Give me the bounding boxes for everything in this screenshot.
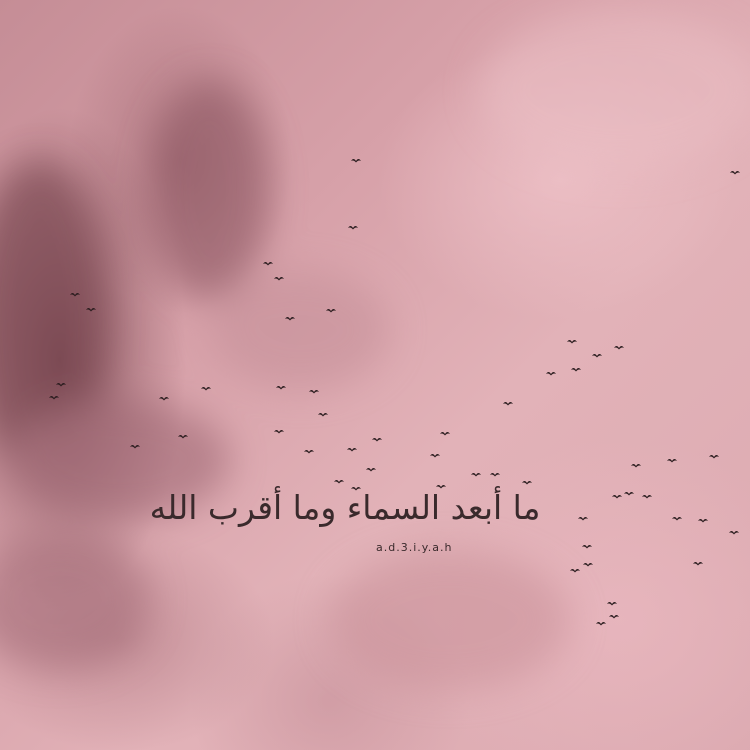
bird-icon xyxy=(351,159,361,163)
bird-icon xyxy=(503,402,513,406)
bird-icon xyxy=(729,531,739,535)
bird-icon xyxy=(263,262,273,266)
bird-icon xyxy=(130,445,140,449)
bird-icon xyxy=(318,413,328,417)
bird-icon xyxy=(612,495,622,499)
bird-icon xyxy=(546,372,556,376)
bird-icon xyxy=(730,171,740,175)
bird-icon xyxy=(304,450,314,454)
bird-icon xyxy=(698,519,708,523)
watermark-handle: a.d.3.i.y.a.h xyxy=(376,541,453,554)
bird-icon xyxy=(471,473,481,477)
bird-icon xyxy=(201,387,211,391)
bird-icon xyxy=(582,545,592,549)
bird-icon xyxy=(570,569,580,573)
bird-icon xyxy=(709,455,719,459)
bird-icon xyxy=(583,563,593,567)
bird-icon xyxy=(49,396,59,400)
bird-icon xyxy=(309,390,319,394)
bird-icon xyxy=(624,492,634,496)
bird-icon xyxy=(274,430,284,434)
bird-icon xyxy=(522,481,532,485)
bird-icon xyxy=(571,368,581,372)
bird-icon xyxy=(614,346,624,350)
bird-icon xyxy=(276,386,286,390)
bird-icon xyxy=(348,226,358,230)
bird-icon xyxy=(56,383,66,387)
bird-icon xyxy=(70,293,80,297)
bird-icon xyxy=(347,448,357,452)
arabic-quote: ما أبعد السماء وما أقرب الله xyxy=(149,488,541,527)
bird-icon xyxy=(609,615,619,619)
bird-icon xyxy=(596,622,606,626)
bird-icon xyxy=(578,517,588,521)
bird-icon xyxy=(334,480,344,484)
bird-icon xyxy=(672,517,682,521)
bird-icon xyxy=(366,468,376,472)
bird-icon xyxy=(693,562,703,566)
bird-icon xyxy=(178,435,188,439)
bird-icon xyxy=(490,473,500,477)
bird-icon xyxy=(642,495,652,499)
bird-icon xyxy=(430,454,440,458)
bird-icon xyxy=(631,464,641,468)
bird-icon xyxy=(607,602,617,606)
bird-icon xyxy=(159,397,169,401)
bird-icon xyxy=(86,308,96,312)
bird-icon xyxy=(592,354,602,358)
bird-icon xyxy=(567,340,577,344)
bird-icon xyxy=(667,459,677,463)
bird-icon xyxy=(372,438,382,442)
bird-icon xyxy=(440,432,450,436)
bird-icon xyxy=(285,317,295,321)
bird-icon xyxy=(326,309,336,313)
bird-icon xyxy=(274,277,284,281)
